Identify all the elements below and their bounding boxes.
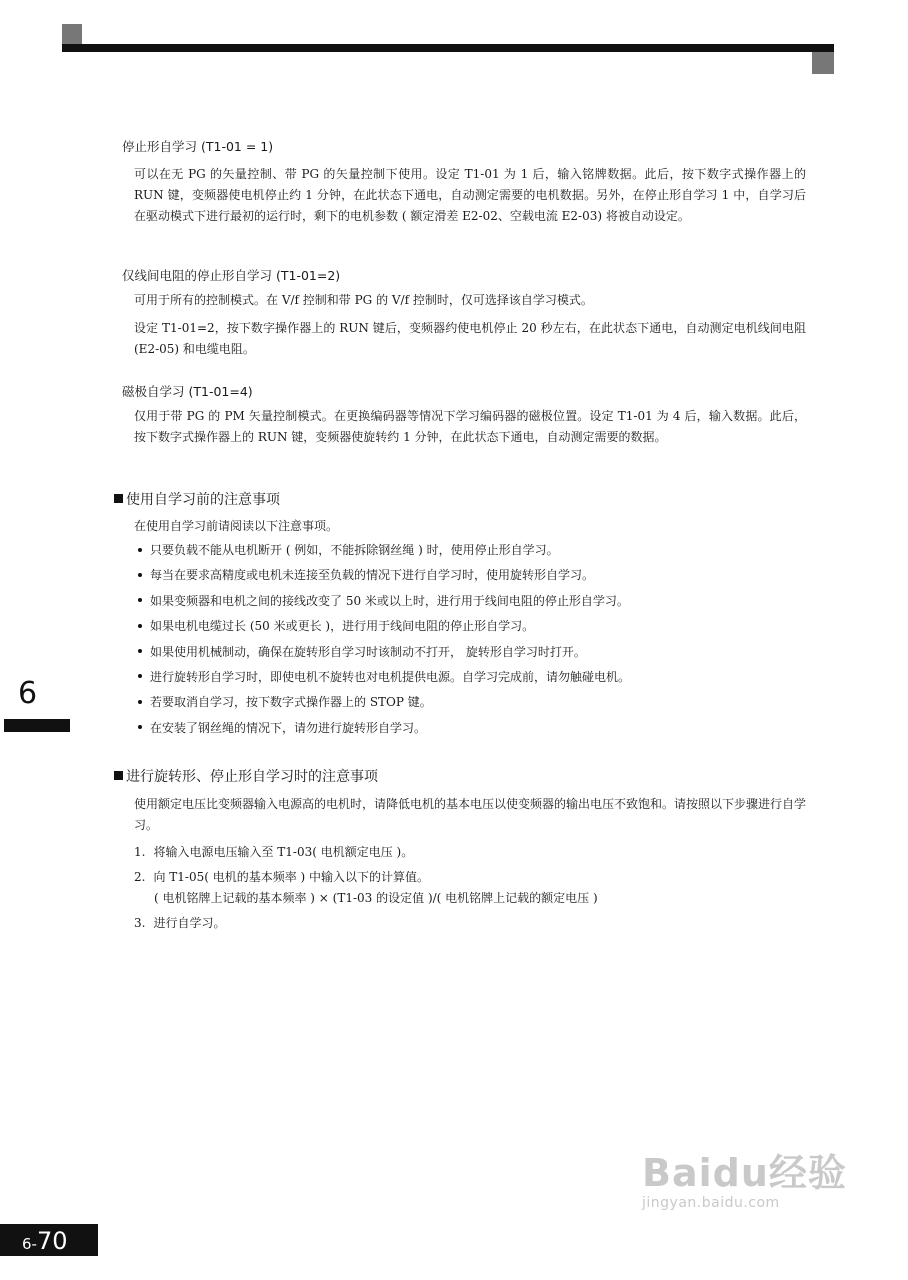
list-item: 进行旋转形自学习时，即使电机不旋转也对电机提供电源。自学习完成前，请勿触碰电机。 (134, 667, 630, 692)
rotation-heading: 进行旋转形、停止形自学习时的注意事项 (114, 766, 378, 786)
square-bullet-icon (114, 494, 123, 503)
chapter-tab-bar (4, 719, 70, 732)
notes-intro: 在使用自学习前请阅读以下注意事项。 (134, 519, 339, 533)
bullet-dot-icon (138, 725, 142, 729)
notes-heading: 使用自学习前的注意事项 (114, 489, 280, 509)
bullet-dot-icon (138, 649, 142, 653)
section-title-pole-autotune: 磁极自学习 (T1-01=4) (122, 384, 253, 399)
list-item: 若要取消自学习，按下数字式操作器上的 STOP 键。 (134, 692, 630, 717)
section-title-line-resistance: 仅线间电阻的停止形自学习 (T1-01=2) (122, 268, 341, 283)
section-body-line-resistance-2: 设定 T1-01=2，按下数字操作器上的 RUN 键后，变频器约使电机停止 20 秒左右，在此状态下通电，自动测定电机线间电阻 (E2-05) 和电缆电阻。 (134, 321, 806, 356)
notes-list (134, 540, 630, 743)
list-item: 如果电机电缆过长 (50 米或更长 )，进行用于线间电阻的停止形自学习。 (134, 616, 630, 641)
list-item: 每当在要求高精度或电机未连接至负载的情况下进行自学习时，使用旋转形自学习。 (134, 565, 630, 590)
watermark-url: jingyan.baidu.com (642, 1195, 780, 1211)
bullet-dot-icon (138, 624, 142, 628)
list-item: 如果使用机械制动，确保在旋转形自学习时该制动不打开， 旋转形自学习时打开。 (134, 642, 630, 667)
bullet-dot-icon (138, 573, 142, 577)
step-item: 2. 向 T1-05( 电机的基本频率 ) 中输入以下的计算值。 ( 电机铭牌上记载的基本频率 ) × (T1-03 的设定值 )/( 电机铭牌上记载的额定电压 ) (134, 867, 598, 913)
step-item: 1. 将输入电源电压输入至 T1-03( 电机额定电压 )。 (134, 845, 414, 859)
chapter-number: 6 (18, 676, 38, 711)
section-body-static-autotune-1: 可以在无 PG 的矢量控制、带 PG 的矢量控制下使用。设定 T1-01 为 1 后，输入铭牌数据。此后，按下数字式操作器上的 RUN 键，变频器使电机停止约 1 分钟，在此状态下通电，自动测定需要的电机数据。另外，在停止形自学习 1 中，自学习后在驱动模式下进行最初的运行时，剩下的电机参数 ( 额定滑差 E2-02、空载电流 E2-03) 将被自动设定。 (134, 167, 806, 223)
rotation-intro: 使用额定电压比变频器输入电源高的电机时，请降低电机的基本电压以使变频器的输出电压不致饱和。请按照以下步骤进行自学习。 (134, 797, 807, 832)
steps-list (134, 842, 598, 939)
watermark-logo: Baidu经验 (642, 1151, 847, 1195)
step-formula: ( 电机铭牌上记载的基本频率 ) × (T1-03 的设定值 )/( 电机铭牌上记载的额定电压 ) (154, 891, 598, 906)
section-title-static-autotune-1: 停止形自学习 (T1-01 = 1) (122, 139, 274, 154)
bullet-dot-icon (138, 674, 142, 678)
square-bullet-icon (114, 771, 123, 780)
list-item: 如果变频器和电机之间的接线改变了 50 米或以上时，进行用于线间电阻的停止形自学习。 (134, 591, 630, 616)
section-body-pole-autotune: 仅用于带 PG 的 PM 矢量控制模式。在更换编码器等情况下学习编码器的磁极位置。设定 T1-01 为 4 后，输入数据。此后，按下数字式操作器上的 RUN 键，变频器使旋转约 1 分钟，在此状态下通电，自动测定需要的数据。 (134, 409, 806, 444)
bullet-dot-icon (138, 548, 142, 552)
bullet-dot-icon (138, 598, 142, 602)
list-item: 只要负载不能从电机断开 ( 例如，不能拆除钢丝绳 ) 时，使用停止形自学习。 (134, 540, 630, 565)
header-square-left (62, 24, 82, 44)
bullet-dot-icon (138, 700, 142, 704)
section-body-line-resistance-1: 可用于所有的控制模式。在 V/f 控制和带 PG 的 V/f 控制时，仅可选择该自学习模式。 (134, 293, 593, 307)
list-item: 在安装了钢丝绳的情况下，请勿进行旋转形自学习。 (134, 718, 630, 743)
step-item: 3. 进行自学习。 (134, 916, 226, 931)
watermark (642, 1142, 847, 1211)
page-number-badge: 6-70 (0, 1224, 98, 1256)
header-rule (62, 44, 834, 52)
header-square-right (812, 52, 834, 74)
